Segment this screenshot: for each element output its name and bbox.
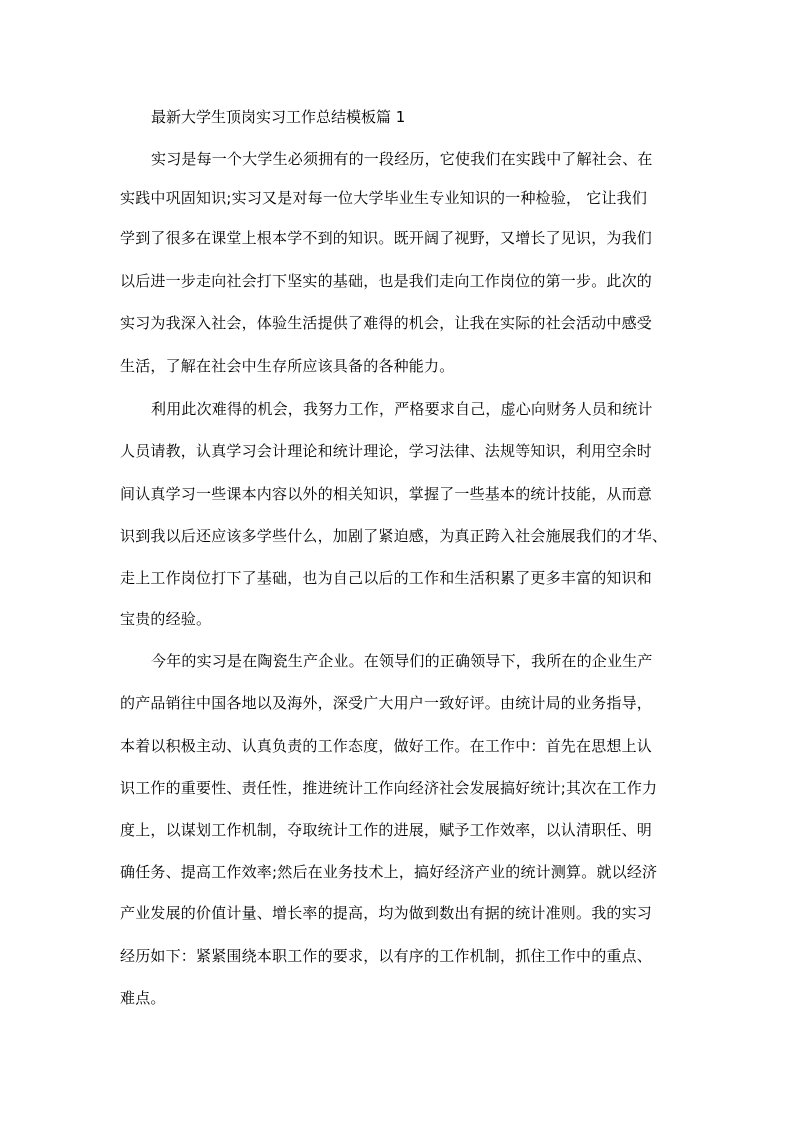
paragraph-line: 实践中巩固知识;实习又是对每一位大学毕业生专业知识的一种检验， 它让我们 — [120, 189, 648, 207]
paragraph-line: 间认真学习一些课本内容以外的相关知识，掌握了一些基本的统计技能，从而意 — [120, 485, 653, 503]
paragraph-line: 走上工作岗位打下了基础，也为自己以后的工作和生活积累了更多丰富的知识和 — [120, 569, 653, 587]
paragraph-line: 难点。 — [120, 989, 166, 1007]
paragraph-line: 产业发展的价值计量、增长率的提高，均为做到数出有据的统计准则。我的实习 — [120, 904, 653, 922]
paragraph-line: 生活，了解在社会中生存所应该具备的各种能力。 — [120, 357, 455, 375]
paragraph-line: 利用此次难得的机会，我努力工作，严格要求自己，虚心向财务人员和统计 — [151, 400, 653, 418]
paragraph-line: 学到了很多在课堂上根本学不到的知识。既开阔了视野，又增长了见识，为我们 — [120, 229, 653, 247]
paragraph-line: 确任务、提高工作效率;然后在业务技术上，搞好经济产业的统计测算。就以经济 — [120, 863, 658, 881]
paragraph-line: 以后进一步走向社会打下坚实的基础，也是我们走向工作岗位的第一步。此次的 — [120, 272, 653, 290]
paragraph-line: 本着以积极主动、认真负责的工作态度，做好工作。在工作中：首先在思想上认 — [120, 737, 653, 755]
paragraph-line: 度上，以谋划工作机制，夺取统计工作的进展，赋予工作效率，以认清职任、明 — [120, 821, 653, 839]
paragraph-line: 实习为我深入社会，体验生活提供了难得的机会，让我在实际的社会活动中感受 — [120, 314, 653, 332]
document-title: 最新大学生顶岗实习工作总结模板篇 1 — [151, 108, 406, 126]
paragraph-line: 识工作的重要性、责任性，推进统计工作向经济社会发展搞好统计;其次在工作力 — [120, 779, 658, 797]
paragraph-line: 今年的实习是在陶瓷生产企业。在领导们的正确领导下，我所在的企业生产 — [151, 652, 653, 670]
paragraph-line: 实习是每一个大学生必须拥有的一段经历，它使我们在实践中了解社会、在 — [151, 150, 653, 168]
paragraph-line: 识到我以后还应该多学些什么，加剧了紧迫感，为真正跨入社会施展我们的才华、 — [120, 527, 668, 545]
paragraph-line: 宝贵的经验。 — [120, 610, 212, 628]
paragraph-line: 经历如下：紧紧围绕本职工作的要求，以有序的工作机制，抓住工作中的重点、 — [120, 947, 653, 965]
paragraph-line: 人员请教，认真学习会计理论和统计理论，学习法律、法规等知识，利用空余时 — [120, 442, 653, 460]
paragraph-line: 的产品销往中国各地以及海外，深受广大用户一致好评。由统计局的业务指导， — [120, 694, 653, 712]
